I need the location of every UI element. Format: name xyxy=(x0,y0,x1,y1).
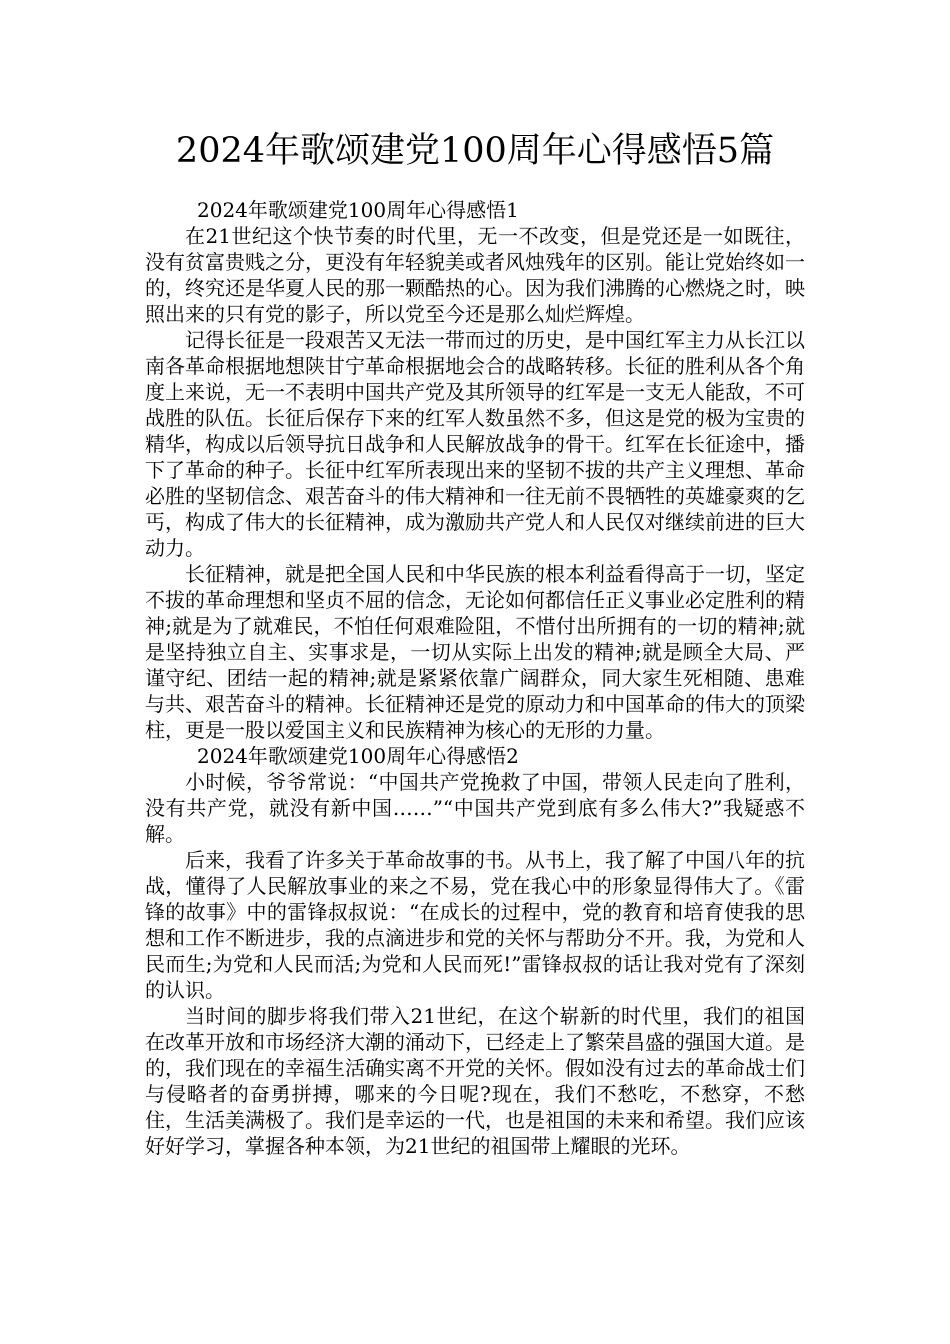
paragraph: 后来，我看了许多关于革命故事的书。从书上，我了解了中国八年的抗战，懂得了人民解放事业的来之不易，党在我心中的形象显得伟大了。《雷锋的故事》中的雷锋叔叔说：“在成长的过程中，党的教育和培育使我的思想和工作不断进步，我的点滴进步和党的关怀与帮助分不开。我，为党和人民而生;为党和人民而活;为党和人民而死!”雷锋叔叔的话让我对党有了深刻的认识。 xyxy=(145,848,805,1002)
paragraph: 当时间的脚步将我们带入21世纪，在这个崭新的时代里，我们的祖国在改革开放和市场经济大潮的涌动下，已经走上了繁荣昌盛的强国大道。是的，我们现在的幸福生活确实离不开党的关怀。假如没有过去的革命战士们与侵略者的奋勇拼搏，哪来的今日呢?现在，我们不愁吃，不愁穿，不愁住，生活美满极了。我们是幸运的一代，也是祖国的未来和希望。我们应该好好学习，掌握各种本领，为21世纪的祖国带上耀眼的光环。 xyxy=(145,1004,805,1158)
paragraph: 小时候，爷爷常说：“中国共产党挽救了中国，带领人民走向了胜利，没有共产党，就没有新中国……”“中国共产党到底有多么伟大?”我疑惑不解。 xyxy=(145,770,805,846)
document-title: 2024年歌颂建党100周年心得感悟5篇 xyxy=(175,131,775,171)
paragraph: 记得长征是一段艰苦又无法一带而过的历史，是中国红军主力从长江以南各革命根据地想陕甘宁革命根据地会合的战略转移。长征的胜利从各个角度上来说，无一不表明中国共产党及其所领导的红军是一支无人能敌，不可战胜的队伍。长征后保存下来的红军人数虽然不多，但这是党的极为宝贵的精华，构成以后领导抗日战争和人民解放战争的骨干。红军在长征途中，播下了革命的种子。长征中红军所表现出来的坚韧不拔的共产主义理想、革命必胜的坚韧信念、艰苦奋斗的伟大精神和一往无前不畏牺牲的英雄豪爽的乞丐，构成了伟大的长征精神，成为激励共产党人和人民仅对继续前进的巨大动力。 xyxy=(145,328,805,560)
document-body xyxy=(145,197,805,1159)
section-heading-1: 2024年歌颂建党100周年心得感悟1 xyxy=(197,198,519,222)
paragraph: 在21世纪这个快节奏的时代里，无一不改变，但是党还是一如既往，没有贫富贵贱之分，更没有年轻貌美或者风烛残年的区别。能让党始终如一的，终究还是华夏人民的那一颗酷热的心。因为我们沸腾的心燃烧之时，映照出来的只有党的影子，所以党至今还是那么灿烂辉煌。 xyxy=(145,224,805,326)
section-heading-2: 2024年歌颂建党100周年心得感悟2 xyxy=(197,744,519,768)
paragraph: 长征精神，就是把全国人民和中华民族的根本利益看得高于一切，坚定不拔的革命理想和坚贞不屈的信念，无论如何都信任正义事业必定胜利的精神;就是为了就难民，不怕任何艰难险阻，不惜付出所拥有的一切的精神;就是坚持独立自主、实事求是，一切从实际上出发的精神;就是顾全大局、严谨守纪、团结一起的精神;就是紧紧依靠广阔群众，同大家生死相随、患难与共、艰苦奋斗的精神。长征精神还是党的原动力和中国革命的伟大的顶梁柱，更是一股以爱国主义和民族精神为核心的无形的力量。 xyxy=(145,562,805,742)
